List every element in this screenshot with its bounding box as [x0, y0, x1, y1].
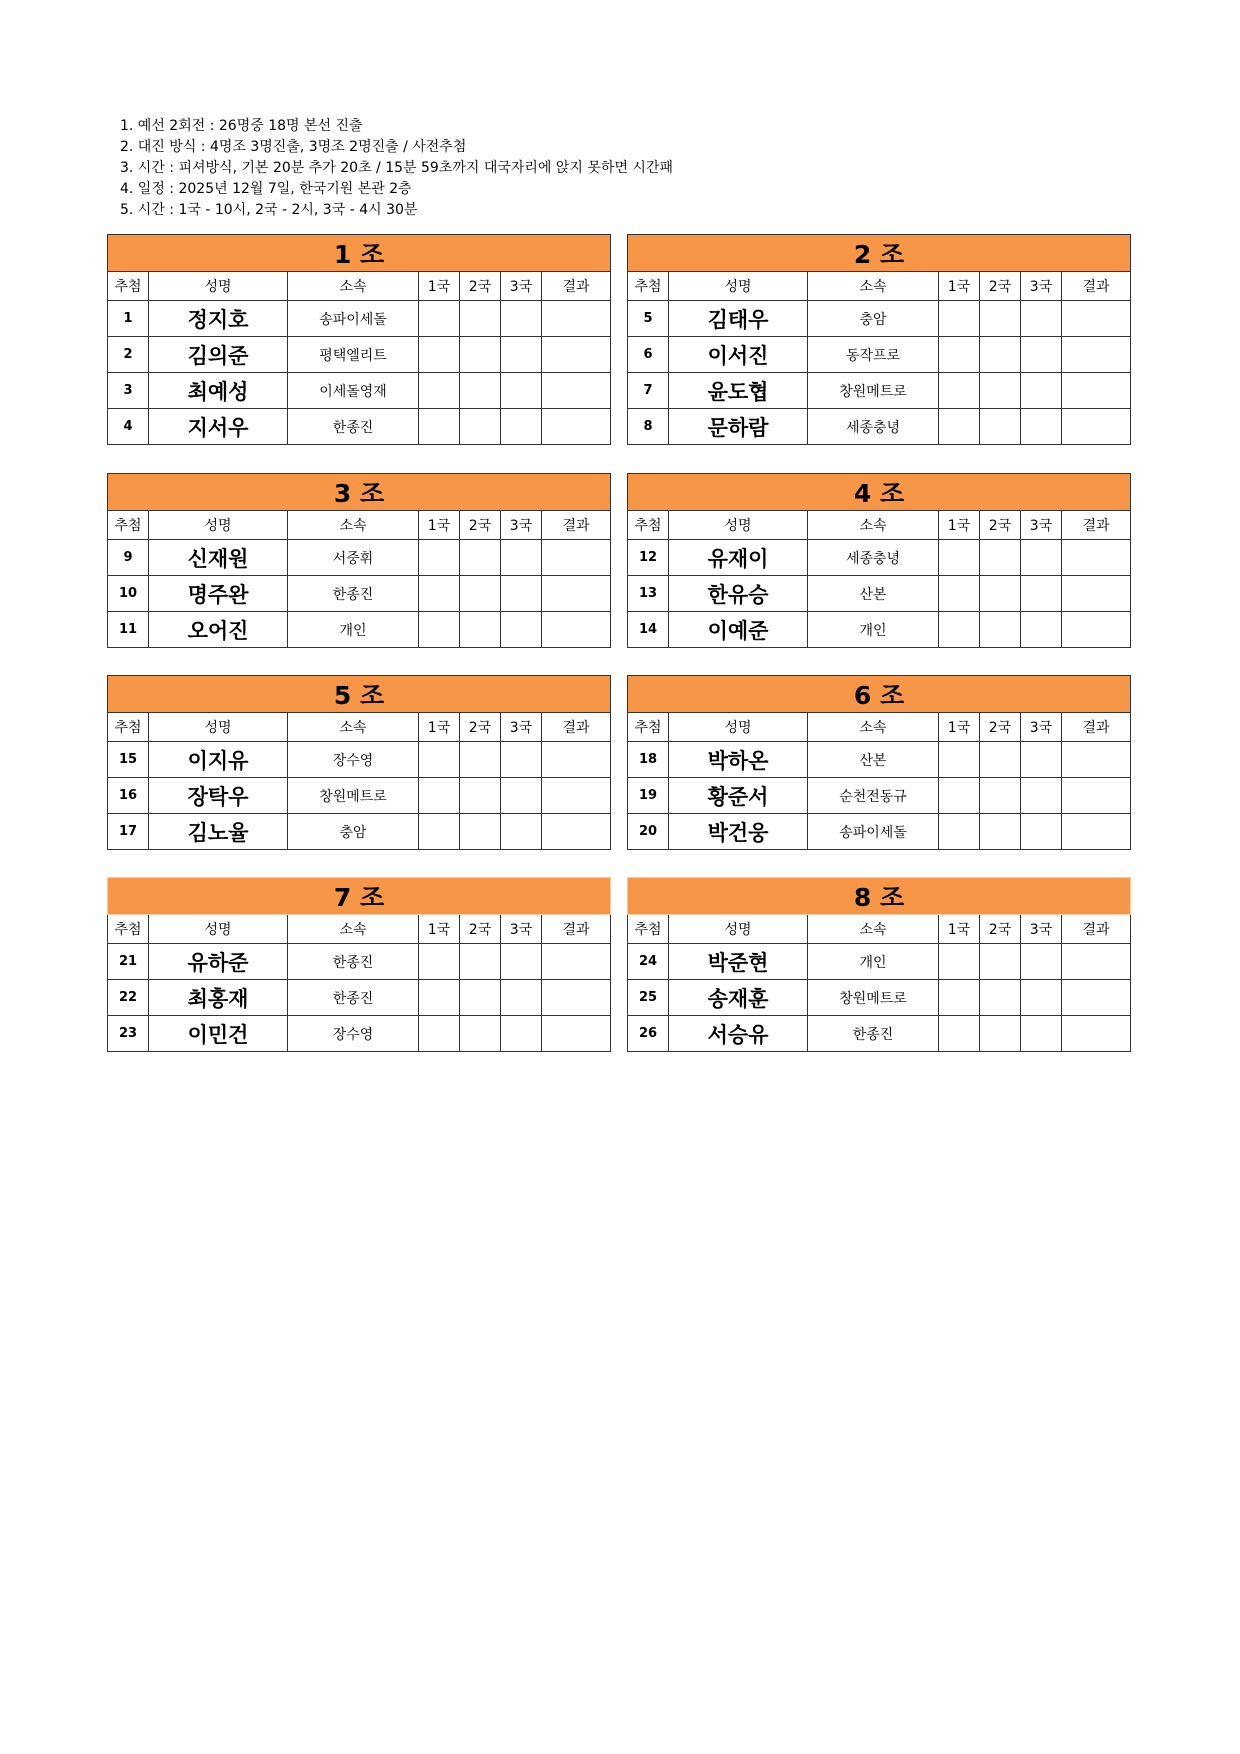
player-name: 황준서	[669, 778, 808, 814]
player-name: 박건웅	[669, 814, 808, 850]
column-header: 소속	[808, 511, 939, 540]
player-club: 창원메트로	[808, 980, 939, 1016]
column-header: 2국	[980, 915, 1021, 944]
player-row	[628, 1016, 1131, 1052]
player-club: 송파이세돌	[808, 814, 939, 850]
player-club: 창원메트로	[808, 373, 939, 409]
result-cell	[1062, 980, 1131, 1016]
note-line: 5. 시간 : 1국 - 10시, 2국 - 2시, 3국 - 4시 30분	[120, 202, 418, 218]
round-1-cell	[419, 540, 460, 576]
draw-number: 15	[108, 742, 149, 778]
round-3-cell	[501, 778, 542, 814]
draw-number: 17	[108, 814, 149, 850]
round-1-cell	[419, 373, 460, 409]
round-2-cell	[980, 612, 1021, 648]
round-2-cell	[460, 373, 501, 409]
result-cell	[1062, 373, 1131, 409]
player-club: 세종충녕	[808, 409, 939, 445]
round-1-cell	[939, 373, 980, 409]
round-2-cell	[980, 1016, 1021, 1052]
column-header: 추첨	[108, 713, 149, 742]
column-header: 1국	[419, 713, 460, 742]
round-3-cell	[1021, 742, 1062, 778]
player-club: 충암	[288, 814, 419, 850]
round-2-cell	[980, 814, 1021, 850]
player-club: 산본	[808, 742, 939, 778]
column-header: 2국	[460, 511, 501, 540]
result-cell	[542, 980, 611, 1016]
round-2-cell	[460, 540, 501, 576]
player-club: 개인	[808, 944, 939, 980]
result-cell	[542, 742, 611, 778]
column-header: 2국	[460, 713, 501, 742]
round-1-cell	[419, 576, 460, 612]
result-cell	[1062, 576, 1131, 612]
round-1-cell	[419, 301, 460, 337]
column-header: 추첨	[108, 272, 149, 301]
round-3-cell	[501, 612, 542, 648]
draw-number: 10	[108, 576, 149, 612]
round-3-cell	[501, 742, 542, 778]
player-club: 한종진	[288, 944, 419, 980]
player-name: 최홍재	[149, 980, 288, 1016]
result-cell	[1062, 612, 1131, 648]
round-1-cell	[419, 409, 460, 445]
column-header: 2국	[980, 713, 1021, 742]
column-header: 결과	[1062, 272, 1131, 301]
player-name: 지서우	[149, 409, 288, 445]
result-cell	[1062, 337, 1131, 373]
round-2-cell	[980, 944, 1021, 980]
round-2-cell	[980, 409, 1021, 445]
player-row	[108, 540, 611, 576]
round-1-cell	[419, 742, 460, 778]
column-header: 1국	[939, 915, 980, 944]
round-3-cell	[501, 980, 542, 1016]
round-1-cell	[939, 742, 980, 778]
result-cell	[542, 576, 611, 612]
player-name: 이서진	[669, 337, 808, 373]
round-3-cell	[1021, 540, 1062, 576]
column-header: 결과	[1062, 511, 1131, 540]
draw-number: 24	[628, 944, 669, 980]
result-cell	[542, 612, 611, 648]
column-header: 소속	[808, 915, 939, 944]
column-header: 3국	[501, 511, 542, 540]
result-cell	[1062, 540, 1131, 576]
column-header: 성명	[149, 511, 288, 540]
column-header: 추첨	[628, 713, 669, 742]
result-cell	[542, 944, 611, 980]
group-table	[107, 473, 611, 648]
round-2-cell	[980, 576, 1021, 612]
player-row	[108, 814, 611, 850]
draw-number: 25	[628, 980, 669, 1016]
player-name: 윤도협	[669, 373, 808, 409]
round-2-cell	[980, 373, 1021, 409]
column-header: 결과	[542, 713, 611, 742]
round-2-cell	[460, 1016, 501, 1052]
round-2-cell	[980, 301, 1021, 337]
player-club: 동작프로	[808, 337, 939, 373]
group-title: 7 조	[108, 878, 611, 915]
column-header: 소속	[288, 915, 419, 944]
player-row	[108, 373, 611, 409]
player-club: 한종진	[288, 576, 419, 612]
player-row	[108, 409, 611, 445]
column-header: 2국	[980, 272, 1021, 301]
column-header: 1국	[419, 915, 460, 944]
round-3-cell	[1021, 373, 1062, 409]
round-1-cell	[939, 337, 980, 373]
round-2-cell	[980, 337, 1021, 373]
round-2-cell	[980, 540, 1021, 576]
player-club: 송파이세돌	[288, 301, 419, 337]
round-2-cell	[460, 814, 501, 850]
round-1-cell	[939, 540, 980, 576]
player-name: 명주완	[149, 576, 288, 612]
round-2-cell	[460, 944, 501, 980]
round-3-cell	[1021, 576, 1062, 612]
result-cell	[542, 301, 611, 337]
round-1-cell	[419, 612, 460, 648]
player-row	[628, 814, 1131, 850]
draw-number: 8	[628, 409, 669, 445]
player-row	[108, 778, 611, 814]
group-title: 6 조	[628, 676, 1131, 713]
group-title: 3 조	[108, 474, 611, 511]
player-name: 이예준	[669, 612, 808, 648]
round-2-cell	[460, 980, 501, 1016]
player-name: 장탁우	[149, 778, 288, 814]
round-1-cell	[939, 814, 980, 850]
round-1-cell	[419, 1016, 460, 1052]
draw-number: 18	[628, 742, 669, 778]
round-3-cell	[1021, 409, 1062, 445]
column-header: 성명	[669, 713, 808, 742]
column-header: 추첨	[628, 272, 669, 301]
player-club: 서중휘	[288, 540, 419, 576]
round-1-cell	[939, 409, 980, 445]
tournament-notes	[120, 116, 673, 221]
player-row	[108, 337, 611, 373]
round-2-cell	[460, 409, 501, 445]
column-header: 결과	[542, 915, 611, 944]
player-name: 오어진	[149, 612, 288, 648]
result-cell	[542, 778, 611, 814]
round-3-cell	[501, 301, 542, 337]
group-title: 2 조	[628, 235, 1131, 272]
player-row	[108, 576, 611, 612]
player-club: 창원메트로	[288, 778, 419, 814]
player-club: 장수영	[288, 1016, 419, 1052]
column-header: 결과	[1062, 713, 1131, 742]
column-header: 3국	[1021, 272, 1062, 301]
column-header: 추첨	[108, 915, 149, 944]
round-3-cell	[501, 540, 542, 576]
column-header: 소속	[288, 511, 419, 540]
column-header: 3국	[1021, 915, 1062, 944]
group-table	[107, 234, 611, 445]
draw-number: 23	[108, 1016, 149, 1052]
player-club: 순천전동규	[808, 778, 939, 814]
column-header: 3국	[1021, 713, 1062, 742]
group-table	[627, 473, 1131, 648]
column-header: 소속	[288, 272, 419, 301]
player-name: 유하준	[149, 944, 288, 980]
player-club: 개인	[808, 612, 939, 648]
round-3-cell	[501, 409, 542, 445]
column-header: 2국	[980, 511, 1021, 540]
draw-number: 4	[108, 409, 149, 445]
player-name: 이민건	[149, 1016, 288, 1052]
round-3-cell	[1021, 1016, 1062, 1052]
round-3-cell	[501, 576, 542, 612]
player-row	[108, 301, 611, 337]
column-header: 추첨	[108, 511, 149, 540]
player-name: 김태우	[669, 301, 808, 337]
player-row	[628, 742, 1131, 778]
player-row	[108, 742, 611, 778]
round-1-cell	[939, 1016, 980, 1052]
column-header: 2국	[460, 915, 501, 944]
group-table	[107, 877, 611, 1052]
draw-number: 7	[628, 373, 669, 409]
group-table	[627, 234, 1131, 445]
player-club: 한종진	[808, 1016, 939, 1052]
player-name: 신재원	[149, 540, 288, 576]
round-1-cell	[939, 301, 980, 337]
player-row	[628, 576, 1131, 612]
draw-number: 5	[628, 301, 669, 337]
round-1-cell	[419, 944, 460, 980]
round-3-cell	[501, 337, 542, 373]
draw-number: 9	[108, 540, 149, 576]
player-row	[628, 409, 1131, 445]
player-club: 장수영	[288, 742, 419, 778]
group-table	[627, 675, 1131, 850]
column-header: 3국	[501, 713, 542, 742]
player-row	[108, 1016, 611, 1052]
column-header: 3국	[1021, 511, 1062, 540]
column-header: 3국	[501, 915, 542, 944]
round-2-cell	[460, 742, 501, 778]
player-club: 개인	[288, 612, 419, 648]
column-header: 3국	[501, 272, 542, 301]
column-header: 결과	[1062, 915, 1131, 944]
round-1-cell	[939, 612, 980, 648]
draw-number: 6	[628, 337, 669, 373]
round-2-cell	[980, 742, 1021, 778]
result-cell	[1062, 409, 1131, 445]
round-1-cell	[419, 980, 460, 1016]
player-name: 송재훈	[669, 980, 808, 1016]
result-cell	[542, 814, 611, 850]
column-header: 성명	[149, 915, 288, 944]
result-cell	[542, 337, 611, 373]
player-name: 한유승	[669, 576, 808, 612]
column-header: 성명	[149, 713, 288, 742]
column-header: 성명	[669, 511, 808, 540]
round-2-cell	[980, 778, 1021, 814]
round-3-cell	[1021, 337, 1062, 373]
column-header: 소속	[808, 272, 939, 301]
group-title: 4 조	[628, 474, 1131, 511]
round-1-cell	[419, 814, 460, 850]
round-3-cell	[1021, 980, 1062, 1016]
player-name: 이지유	[149, 742, 288, 778]
column-header: 소속	[288, 713, 419, 742]
round-3-cell	[1021, 944, 1062, 980]
column-header: 성명	[669, 272, 808, 301]
column-header: 소속	[808, 713, 939, 742]
round-1-cell	[939, 576, 980, 612]
round-2-cell	[460, 612, 501, 648]
player-club: 충암	[808, 301, 939, 337]
player-name: 김노율	[149, 814, 288, 850]
player-club: 산본	[808, 576, 939, 612]
result-cell	[1062, 814, 1131, 850]
player-row	[108, 612, 611, 648]
round-3-cell	[1021, 814, 1062, 850]
column-header: 1국	[419, 511, 460, 540]
round-1-cell	[939, 980, 980, 1016]
player-row	[628, 301, 1131, 337]
result-cell	[542, 1016, 611, 1052]
round-1-cell	[939, 944, 980, 980]
player-name: 박하온	[669, 742, 808, 778]
column-header: 1국	[939, 272, 980, 301]
player-name: 서승유	[669, 1016, 808, 1052]
note-line: 2. 대진 방식 : 4명조 3명진출, 3명조 2명진출 / 사전추첨	[120, 139, 467, 155]
player-row	[628, 778, 1131, 814]
player-row	[628, 980, 1131, 1016]
column-header: 추첨	[628, 511, 669, 540]
round-3-cell	[1021, 778, 1062, 814]
player-club: 평택엘리트	[288, 337, 419, 373]
column-header: 성명	[149, 272, 288, 301]
round-3-cell	[501, 373, 542, 409]
note-line: 3. 시간 : 피셔방식, 기본 20분 추가 20초 / 15분 59초까지 대국자리에 앉지 못하면 시간패	[120, 160, 673, 176]
draw-number: 19	[628, 778, 669, 814]
round-3-cell	[1021, 612, 1062, 648]
draw-number: 11	[108, 612, 149, 648]
player-club: 한종진	[288, 980, 419, 1016]
round-1-cell	[419, 337, 460, 373]
player-name: 최예성	[149, 373, 288, 409]
player-club: 한종진	[288, 409, 419, 445]
round-2-cell	[980, 980, 1021, 1016]
draw-number: 16	[108, 778, 149, 814]
result-cell	[1062, 778, 1131, 814]
column-header: 2국	[460, 272, 501, 301]
player-name: 박준현	[669, 944, 808, 980]
draw-number: 20	[628, 814, 669, 850]
draw-number: 1	[108, 301, 149, 337]
group-title: 5 조	[108, 676, 611, 713]
draw-number: 3	[108, 373, 149, 409]
round-3-cell	[501, 944, 542, 980]
round-3-cell	[501, 814, 542, 850]
draw-number: 13	[628, 576, 669, 612]
group-title: 1 조	[108, 235, 611, 272]
result-cell	[542, 540, 611, 576]
player-row	[108, 980, 611, 1016]
round-1-cell	[419, 778, 460, 814]
draw-number: 21	[108, 944, 149, 980]
player-row	[628, 373, 1131, 409]
column-header: 1국	[939, 713, 980, 742]
column-header: 1국	[419, 272, 460, 301]
group-table	[107, 675, 611, 850]
round-3-cell	[501, 1016, 542, 1052]
player-name: 유재이	[669, 540, 808, 576]
group-title: 8 조	[628, 878, 1131, 915]
player-row	[628, 337, 1131, 373]
draw-number: 14	[628, 612, 669, 648]
draw-number: 12	[628, 540, 669, 576]
player-club: 이세돌영재	[288, 373, 419, 409]
player-club: 세종충녕	[808, 540, 939, 576]
result-cell	[1062, 301, 1131, 337]
round-3-cell	[1021, 301, 1062, 337]
column-header: 결과	[542, 272, 611, 301]
player-row	[108, 944, 611, 980]
draw-number: 22	[108, 980, 149, 1016]
player-name: 정지호	[149, 301, 288, 337]
result-cell	[1062, 944, 1131, 980]
player-row	[628, 612, 1131, 648]
round-2-cell	[460, 301, 501, 337]
result-cell	[542, 409, 611, 445]
note-line: 4. 일정 : 2025년 12월 7일, 한국기원 본관 2층	[120, 181, 412, 197]
column-header: 1국	[939, 511, 980, 540]
group-table	[627, 877, 1131, 1052]
draw-number: 26	[628, 1016, 669, 1052]
round-2-cell	[460, 337, 501, 373]
player-row	[628, 540, 1131, 576]
round-2-cell	[460, 778, 501, 814]
result-cell	[1062, 1016, 1131, 1052]
round-1-cell	[939, 778, 980, 814]
round-2-cell	[460, 576, 501, 612]
column-header: 성명	[669, 915, 808, 944]
column-header: 추첨	[628, 915, 669, 944]
note-line: 1. 예선 2회전 : 26명중 18명 본선 진출	[120, 118, 363, 134]
player-name: 문하람	[669, 409, 808, 445]
result-cell	[1062, 742, 1131, 778]
draw-number: 2	[108, 337, 149, 373]
player-name: 김의준	[149, 337, 288, 373]
player-row	[628, 944, 1131, 980]
result-cell	[542, 373, 611, 409]
column-header: 결과	[542, 511, 611, 540]
